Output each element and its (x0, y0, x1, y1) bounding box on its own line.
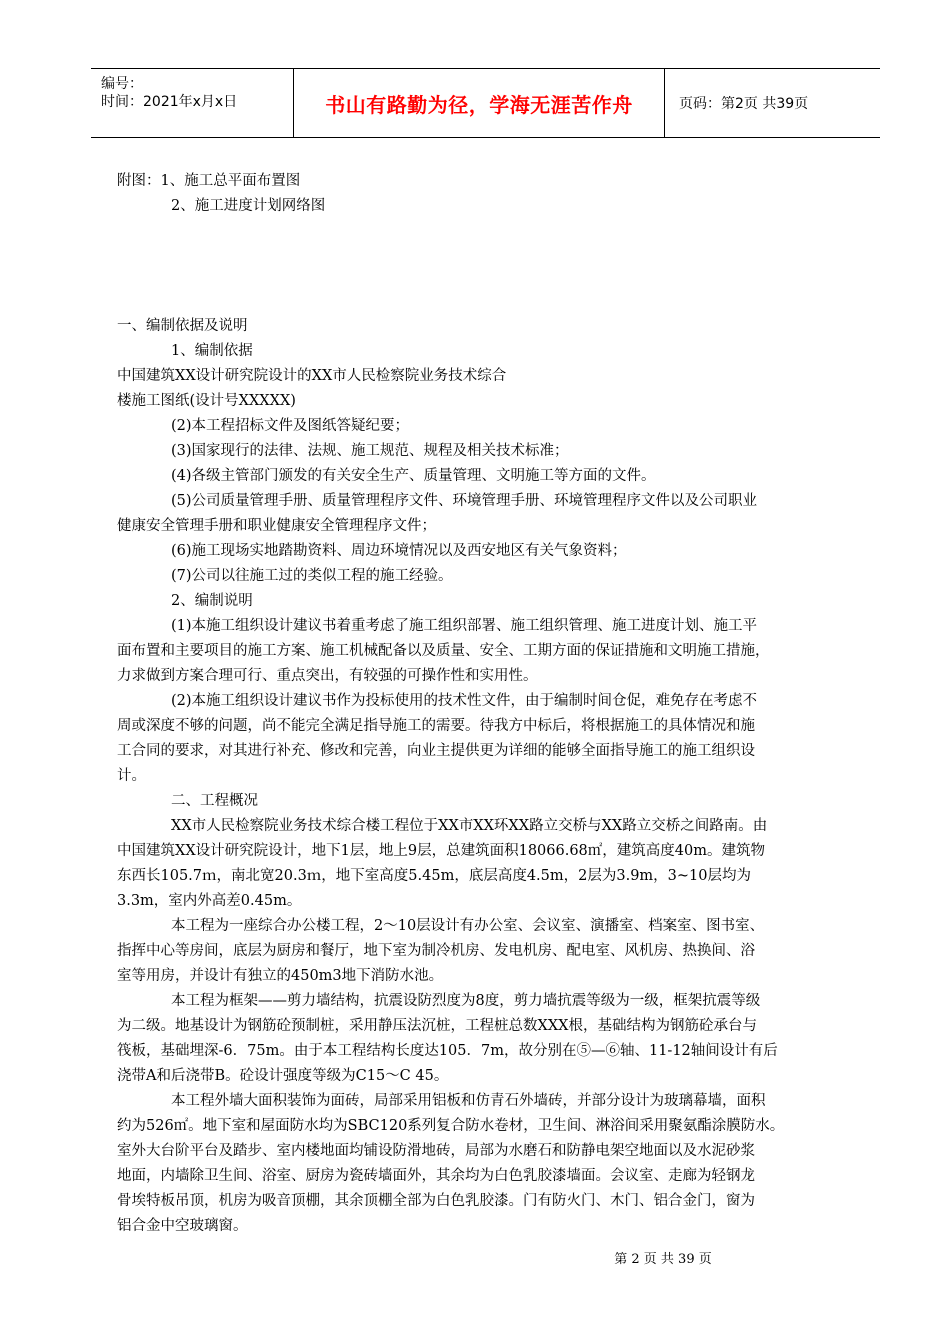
body-line: 为二级。地基设计为钢筋砼预制桩，采用静压法沉桩，工程桩总数XXX根，基础结构为钢筋砼承台与 (117, 1018, 757, 1034)
body-line: (1)本施工组织设计建议书着重考虑了施工组织部署、施工组织管理、施工进度计划、施工平 (171, 618, 758, 634)
body-line: 东西长105.7ｍ，南北宽20.3ｍ，地下室高度5.45m，底层高度4.5m，2层为3.9m，3~10层均为 (117, 868, 751, 884)
code-label: 编号： (101, 76, 143, 92)
body-line: 约为526㎡。地下室和屋面防水均为SBC120系列复合防水卷材，卫生间、淋浴间采用聚氨酯涂膜防水。 (117, 1118, 785, 1134)
body-line: 室等用房，并设计有独立的450m3地下消防水池。 (117, 968, 444, 984)
body-line: 面布置和主要项目的施工方案、施工机械配备以及质量、安全、工期方面的保证措施和文明施工措施， (117, 643, 770, 659)
section-heading: 一、编制依据及说明 (117, 318, 248, 334)
body-line: 本工程外墙大面积装饰为面砖，局部采用铝板和仿青石外墙砖，并部分设计为玻璃幕墙，面积 (171, 1093, 766, 1109)
body-line: 筏板，基础埋深-6．75m。由于本工程结构长度达105．7m，故分别在⑤—⑥轴、11-12轴间设计有后 (117, 1043, 778, 1059)
time-line: 时间：2021年x月x日 (101, 94, 238, 110)
body-line: 中国建筑XX设计研究院设计，地下1层，地上9层，总建筑面积18066.68㎡，建筑高度40m。建筑物 (117, 843, 765, 859)
body-line: (4)各级主管部门颁发的有关安全生产、质量管理、文明施工等方面的文件。 (171, 468, 656, 484)
section-heading: 二、工程概况 (171, 793, 258, 809)
page-footer (0, 1248, 950, 1267)
body-line: 计。 (117, 768, 146, 784)
body-line: 本工程为框架——剪力墙结构，抗震设防烈度为8度，剪力墙抗震等级为一级，框架抗震等级 (171, 993, 761, 1009)
body-line: 周或深度不够的问题，尚不能完全满足指导施工的需要。待我方中标后，将根据施工的具体情况和施 (117, 718, 755, 734)
header-slogan: 书山有路勤为径，学海无涯苦作舟 (325, 92, 633, 117)
header-page-info: 页码：第2页 共39页 (679, 96, 809, 112)
body-line: (6)施工现场实地踏勘资料、周边环境情况以及西安地区有关气象资料； (171, 543, 627, 559)
body-line: 浇带A和后浇带B。砼设计强度等级为C15～C 45。 (117, 1068, 449, 1084)
subsection-heading: 2、编制说明 (171, 593, 253, 609)
body-line: 工合同的要求，对其进行补充、修改和完善，向业主提供更为详细的能够全面指导施工的施工组织设 (117, 743, 755, 759)
body-line: 健康安全管理手册和职业健康安全管理程序文件； (117, 518, 436, 534)
body-line: 本工程为一座综合办公楼工程，2～10层设计有办公室、会议室、演播室、档案室、图书室、 (171, 918, 765, 934)
body-line: (2)本施工组织设计建议书作为投标使用的技术性文件，由于编制时间仓促，难免存在考虑不 (171, 693, 758, 709)
body-line: 中国建筑XX设计研究院设计的XX市人民检察院业务技术综合 (117, 368, 507, 384)
body-line: 3.3m，室内外高差0.45m。 (117, 893, 302, 909)
page-header (91, 68, 880, 138)
body-line: 骨埃特板吊顶，机房为吸音顶棚，其余顶棚全部为白色乳胶漆。门有防火门、木门、铝合金门，窗为 (117, 1193, 755, 1209)
footer-page-number: 第 2 页 共 39 页 (614, 1252, 712, 1267)
body-line: (7)公司以往施工过的类似工程的施工经验。 (171, 568, 453, 584)
header-info (91, 69, 293, 137)
body-line: (2)本工程招标文件及图纸答疑纪要； (171, 418, 410, 434)
body-line: (3)国家现行的法律、法规、施工规范、规程及相关技术标准； (171, 443, 569, 459)
subsection-heading: 1、编制依据 (171, 343, 253, 359)
body-line: 指挥中心等房间，底层为厨房和餐厅，地下室为制冷机房、发电机房、配电室、风机房、热换间、浴 (117, 943, 755, 959)
appendix-line: 附图：1、施工总平面布置图 (117, 173, 301, 189)
body-line: 地面，内墙除卫生间、浴室、厨房为瓷砖墙面外，其余均为白色乳胶漆墙面。会议室、走廊为轻钢龙 (117, 1168, 755, 1184)
header-slogan-cell (293, 69, 665, 137)
body-line: 铝合金中空玻璃窗。 (117, 1218, 248, 1234)
body-line: XX市人民检察院业务技术综合楼工程位于XX市XX环XX路立交桥与XX路立交桥之间路南。由 (171, 818, 768, 834)
body-line: 楼施工图纸(设计号XXXXX) (117, 393, 296, 409)
body-line: 力求做到方案合理可行、重点突出，有较强的可操作性和实用性。 (117, 668, 538, 684)
body-line: 室外大台阶平台及踏步、室内楼地面均铺设防滑地砖，局部为水磨石和防静电架空地面以及水泥砂浆 (117, 1143, 755, 1159)
appendix-line: 2、施工进度计划网络图 (171, 198, 326, 214)
body-line: (5)公司质量管理手册、质量管理程序文件、环境管理手册、环境管理程序文件以及公司职业 (171, 493, 758, 509)
